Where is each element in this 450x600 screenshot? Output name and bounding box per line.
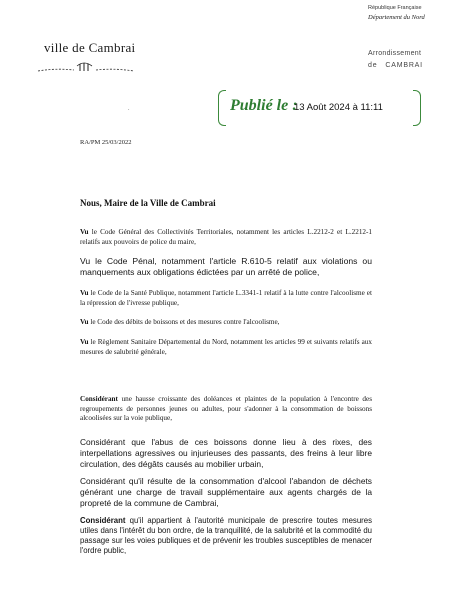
paragraph-considerant-doleances: Considérant une hausse croissante des doléances et plaintes de la population à l'encontre des regroupements de personnes jeunes ou adultes, pour s'adonner à la consommation de boissons alcoolisées sur la voie publique,: [80, 395, 372, 423]
city-logo-mark-icon: [36, 60, 136, 74]
paragraph-vu-reglement-sanitaire: Vu le Règlement Sanitaire Départemental du Nord, notamment les articles 99 et suivants relatifs aux mesures de salubrité générale,: [80, 338, 372, 356]
paragraph-vu-code-penal: Vu le Code Pénal, notamment l'article R.610-5 relatif aux violations ou manquements aux obligations édictées par un arrêté de police,: [80, 256, 372, 277]
departement-label: Département du Nord: [368, 14, 425, 21]
paragraph-vu-sante-publique: Vu le Code de la Santé Publique, notamment l'article L.3341-1 relatif à la lutte contre l'alcoolisme et la répression de l'ivresse publique,: [80, 289, 372, 307]
arrondissement-label: Arrondissement: [368, 50, 422, 57]
decree-heading: Nous, Maire de la Ville de Cambrai: [80, 198, 216, 208]
republique-label: République Française: [368, 5, 422, 11]
arrondissement-city: [368, 62, 423, 69]
arrondissement-city-name: CAMBRAI: [385, 62, 423, 69]
paragraph-vu-cgct: Vu le Code Général des Collectivités Territoriales, notamment les articles L.2212-2 et L.2212-1 relatifs aux pouvoirs de police du maire,: [80, 228, 372, 246]
stamp-bracket-right: [413, 90, 421, 126]
publication-date: 13 Août 2024 à 11:11: [294, 102, 383, 113]
document-reference: RA/PM 25/03/2022: [80, 139, 132, 146]
paragraph-considerant-dechets: Considérant qu'il résulte de la consommation d'alcool l'abandon de déchets générant une charge de travail supplémentaire aux agents chargés de la propreté de la commune de Cambrai,: [80, 476, 372, 508]
city-logo-title: ville de Cambrai: [44, 40, 136, 55]
arrondissement-de: de: [368, 62, 378, 69]
paragraph-considerant-abus: Considérant que l'abus de ces boissons donne lieu à des rixes, des interpellations agressives ou injurieuses des passants, des freins à leur libre circulation, des dégâts causés au mobilier urbain,: [80, 437, 372, 469]
stamp-bracket-left: [218, 90, 226, 126]
publication-label: Publié le :: [230, 97, 298, 114]
paragraph-vu-debits-boissons: Vu le Code des débits de boissons et des mesures contre l'alcoolisme,: [80, 318, 280, 326]
stray-dot: .: [128, 106, 130, 112]
paragraph-considerant-autorite: Considérant qu'il appartient à l'autorité municipale de prescrire toutes mesures utiles dans l'intérêt du bon ordre, de la tranquillité, de la salubrité et la commodité du passage sur les voies publiques et de prévenir les troubles susceptibles de menacer l'ordre public,: [80, 516, 372, 555]
